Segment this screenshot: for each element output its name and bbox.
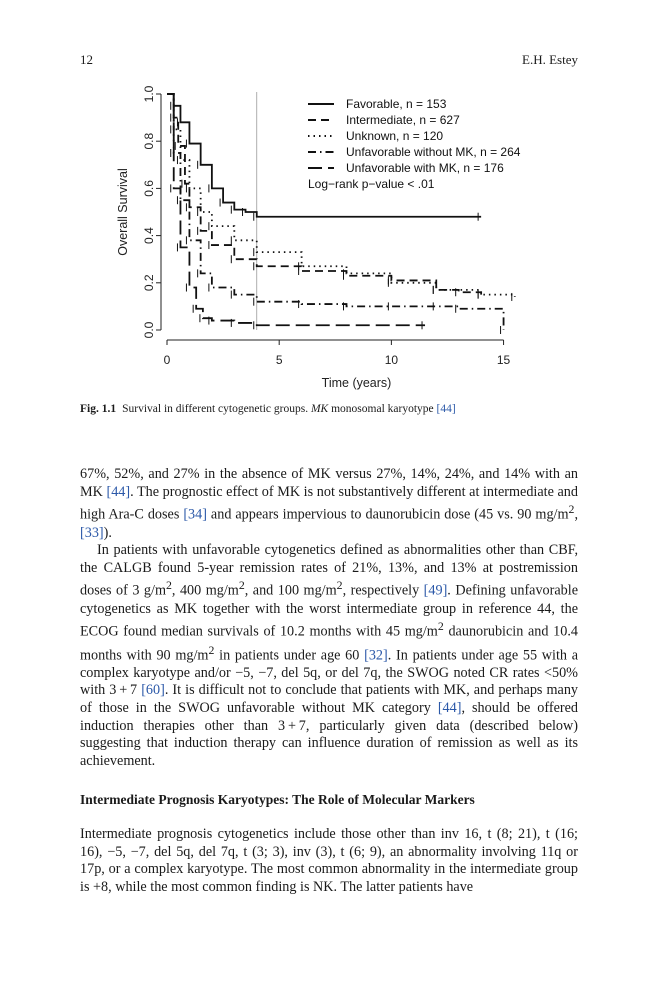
legend-note: Log−rank p−value < .01 (308, 177, 435, 191)
superscript: 2 (437, 619, 444, 634)
superscript: 2 (238, 578, 245, 593)
section-heading: Intermediate Prognosis Karyotypes: The Role of Molecular Markers (80, 792, 475, 807)
survival-chart (100, 80, 560, 396)
citation-link[interactable]: [44] (437, 700, 462, 717)
text-run: , and 100 mg/m (244, 583, 337, 600)
text-run: , 400 mg/m (171, 583, 239, 600)
survival-curve-2 (167, 94, 515, 297)
caption-ref-link[interactable]: [44] (436, 403, 456, 415)
text-run: in patients under age 60 (214, 647, 365, 664)
superscript: 2 (208, 642, 215, 657)
y-tick-label: 0.4 (142, 227, 156, 244)
x-tick-label: 15 (496, 353, 511, 367)
text-run: , should be offered induction therapies other than 3 + 7, particularly given data (described below) suggesting that induction therapy can influence duration of remission as well as its achievement. (80, 700, 578, 769)
superscript: 2 (165, 578, 172, 593)
x-tick-label: 0 (163, 353, 171, 367)
running-header (80, 52, 578, 68)
text-run: 67%, 52%, and 27% in the absence of MK versus 27%, 14%, 24%, and 14% with an MK (80, 466, 578, 500)
legend-entry: Unfavorable with MK, n = 176 (346, 161, 504, 175)
body-text-block (80, 466, 578, 770)
body-text-block-2 (80, 826, 578, 896)
text-run: daunorubicin and 10.4 months with 90 mg/m (80, 623, 578, 664)
y-tick-label: 1.0 (142, 85, 156, 103)
text-run: . It is difficult not to conclude that patients with MK, and perhaps many of those in the SWOG unfavorable without MK category (80, 682, 579, 717)
citation-link[interactable]: [49] (423, 583, 448, 600)
caption-mk: MK (310, 403, 329, 415)
caption-text-2: monosomal karyotype (328, 403, 437, 415)
citation-link[interactable]: [44] (106, 483, 131, 500)
text-run: ). (103, 524, 112, 541)
caption-text: Survival in different cytogenetic groups. (122, 403, 311, 415)
legend-entry: Unknown, n = 120 (346, 129, 444, 143)
citation-link[interactable]: [32] (364, 647, 388, 664)
superscript: 2 (336, 578, 343, 593)
text-run: . The prognostic effect of MK is not substantively different at intermediate and high Ara-C doses (80, 483, 578, 523)
citation-link[interactable]: [60] (141, 682, 165, 699)
x-tick-label: 10 (384, 353, 399, 367)
text-run: In patients with unfavorable cytogenetics defined as abnormalities other than CBF, the CALGB found 5-year remission rates of 21%, 13%, and 13% at postremission doses of 3 g/m (80, 542, 578, 600)
figure-label: Fig. 1.1 (80, 403, 117, 415)
legend-entry: Favorable, n = 153 (346, 97, 447, 111)
text-run: and appears impervious to daunorubicin dose (45 vs. 90 mg/m (206, 506, 569, 523)
citation-link[interactable]: [33] (80, 524, 104, 541)
running-author: E.H. Estey (522, 52, 578, 67)
y-axis-label: Overall Survival (116, 168, 130, 256)
paragraph-3: Intermediate prognosis cytogenetics include those other than inv 16, t (8; 21), t (16; 16), −5, −7, del 5q, del 7q, t (3; 3), inv (3), t (6; 9), an abnormality involving 11q or 17p, or a complex karyotype. The most common abnormality in the intermediate group is +8, while the most common finding is NK. The latter patients have (80, 826, 578, 895)
paragraph-2 (80, 542, 578, 770)
y-tick-label: 0.6 (142, 180, 156, 197)
x-axis-label: Time (years) (321, 376, 392, 390)
text-run: , respectively (342, 583, 424, 600)
x-tick-label: 5 (275, 353, 283, 367)
legend-entry: Unfavorable without MK, n = 264 (346, 145, 521, 159)
text-run: . Defining unfavorable cytogenetics as MK together with the worst intermediate group in reference 44, the ECOG found median survivals of 10.2 months with 45 mg/m (80, 583, 579, 640)
legend-entry: Intermediate, n = 627 (346, 113, 460, 127)
y-tick-label: 0.0 (142, 321, 156, 339)
page-number: 12 (80, 52, 93, 67)
paragraph-1 (80, 466, 578, 542)
text-run: . In patients under age 55 with a complex karyotype and/or −5, −7, del 5q, or del 7q, the SWOG noted CR rates <50% with 3 + 7 (80, 647, 579, 699)
superscript: 2 (568, 502, 575, 517)
y-tick-label: 0.8 (142, 132, 156, 150)
survival-curve-3 (167, 94, 504, 330)
y-tick-label: 0.2 (142, 274, 156, 292)
citation-link[interactable]: [34] (183, 506, 207, 523)
text-run: , (574, 506, 579, 523)
figure-caption (80, 402, 580, 416)
